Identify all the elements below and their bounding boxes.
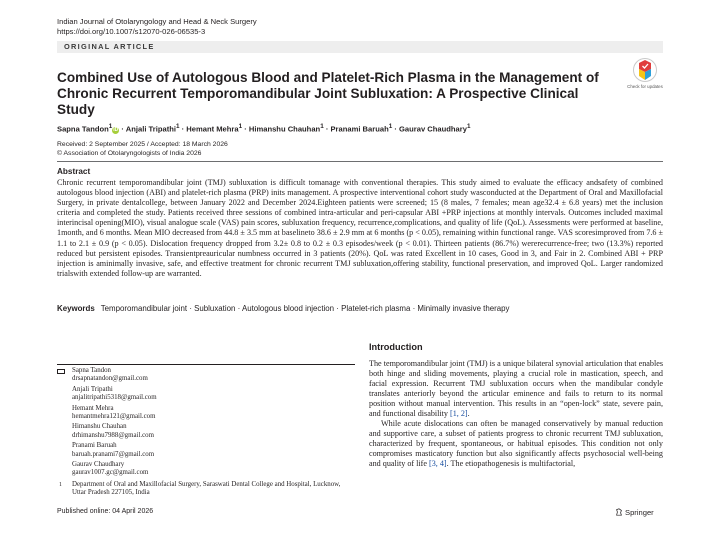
contact-name: Pranami Baruah (72, 442, 117, 450)
citation-link[interactable]: [3, 4] (429, 459, 447, 469)
contact-entry (72, 442, 355, 459)
author-affiliation-mark: 1 (108, 123, 113, 130)
journal-header (57, 17, 257, 37)
affiliation-text: Department of Oral and Maxillofacial Surgery, Saraswati Dental College and Hospital, Lucknow, Uttar Pradesh 227105, India (72, 480, 341, 497)
springer-horse-icon (615, 508, 623, 516)
author-affiliation-mark: 1 (466, 123, 471, 130)
envelope-icon (57, 369, 65, 374)
contact-name: Sapna Tandon (72, 367, 112, 374)
contact-email-link[interactable]: baruah.pranami7@gmail.com (72, 450, 155, 458)
contact-name: Himanshu Chauhan (72, 423, 127, 431)
abstract-text: Chronic recurrent temporomandibular joint (TMJ) subluxation is difficult tomanage with conventional therapies. This study aimed to evaluate the efficacy andsafety of combined autologous blood injection (ABI) and platelet-rich plasma (PRP) inits management. A prospective interventional cohort study wasconducted at the Department of Oral and Maxillofacial Surgery, in private dentalcollege, between January 2022 and December 2024.Eighteen patients were screened; 15 (8 males, 7 females; mean age32.4 ± 6.8 years) met the inclusion criteria and completed the study. Patients received three sessions of combined intra-articular and peri-capsular ABI +PRP injections at monthly intervals. Outcomes included maximal interincisal opening(MIO), visual analogue scale (VAS) pain scores, subluxation frequency, recurrence,complications, and quality of life (QoL). Assessments were performed at baseline, 1month, and 6 months. Mean MIO decreased from 44.8 ± 3.5 mm at baselineto 38.6 ± 2.9 mm at 6 months (p < 0.05), remaining within functional range. VAS scoresimproved from 7.6 ± 1.1 to 2.1 ± 0.9 (p < 0.05). Dislocation frequency dropped from 3.2± 0.8 to 0.2 ± 0.3 episodes/week (p < 0.01). Thirteen patients (86.7%) wererecurrence-free; two (13.3%) reported reduced but persistent episodes. Transientpreauricular numbness occurred in 3 patients (20%). QoL was rated Excellent in 10 cases, Good in 3, and Fair in 2. Combined ABI + PRP injection is aminimally invasive, safe, and effective treatment for chronic recurrent TMJ subluxation,offering stability, functional preservation, and improved QoL. Larger randomized trialswith extended follow-up are warranted. (57, 178, 663, 278)
author-list: Sapna Tandon$^1$iD · Anjali Tripathi$^1$ · Hemant Mehra$^1$ · Himanshu Chauhan$^1$ · Pranami Baruah$^1$ · Gaurav Chaudhary$^1$ (57, 123, 471, 134)
paragraph-text: While acute dislocations can often be managed conservatively by manual reduction and supportive care, a subset of patients progress to chronic recurrent TMJ subluxation, characterized by frequent, spontaneous, or habitual episodes. This condition not only compromises masticatory function but also significantly affects psychosocial well-being and quality of life (369, 419, 663, 469)
paragraph-text: . The etiopathogenesis is multifactorial, (446, 459, 576, 469)
introduction-paragraph (369, 419, 663, 469)
journal-name: Indian Journal of Otolaryngology and Head & Neck Surgery (57, 17, 257, 26)
crossmark-icon[interactable] (632, 57, 658, 83)
paragraph-text: The temporomandibular joint (TMJ) is a unique bilateral synovial articulation that enables both hinge and sliding movements, playing a crucial role in mastication, speech, and facial expression. Recurrent TMJ subluxation occurs when the mandibular condyle translates anteriorly beyond the articular eminence and fails to return to its normal position without manual intervention. This results in an “open-lock” state, severe pain, and functional disability (369, 359, 663, 419)
contact-entry (72, 461, 355, 478)
author-name: Himanshu Chauhan (248, 124, 321, 134)
contact-entry (72, 423, 355, 440)
author-name: Pranami Baruah (330, 124, 389, 134)
author-affiliation-mark: 1 (320, 123, 324, 130)
author-contacts (57, 367, 355, 498)
abstract-heading: Abstract (57, 167, 91, 176)
author-name: Anjali Tripathi (125, 124, 176, 134)
author-name: Gaurav Chaudhary (399, 124, 467, 134)
author-affiliation-mark: 1 (238, 123, 243, 130)
orcid-icon[interactable]: iD (113, 126, 119, 133)
contact-entry (72, 405, 355, 422)
contact-email-link[interactable]: anjalitripathi5318@gmail.com (72, 394, 157, 402)
article-type-label: ORIGINAL ARTICLE (64, 42, 155, 51)
keywords-heading: Keywords (57, 304, 95, 313)
affiliation-mark: 1 (59, 481, 62, 488)
contact-email-link[interactable]: drhimanshu7988@gmail.com (72, 431, 154, 439)
author-name: Hemant Mehra (186, 124, 239, 134)
keywords-list: Temporomandibular joint · Subluxation · Autologous blood injection · Platelet-rich plasma · Minimally invasive therapy (100, 304, 510, 313)
introduction-paragraph: The temporomandibular joint (TMJ) is a unique bilateral synovial articulation that enables both hinge and sliding movements, playing a crucial role in mastication, speech, and facial expression. Recurrent TMJ subluxation occurs when the mandibular condyle translates anteriorly beyond the articular eminence and fails to return to its normal position without manual intervention. This results in an “open-lock” state, severe pain, and functional disability [1, 2]. (369, 359, 663, 419)
contacts-divider (57, 364, 355, 365)
affiliation (59, 480, 355, 498)
author-affiliation-mark: 1 (388, 123, 393, 130)
author-affiliation-mark: 1 (175, 123, 180, 130)
received-accepted-dates: Received: 2 September 2025 / Accepted: 18 March 2026 (57, 141, 228, 148)
contact-entry (57, 367, 355, 384)
publisher-name: Springer (625, 508, 654, 517)
article-title: Combined Use of Autologous Blood and Platelet-Rich Plasma in the Management of Chronic Recurrent Temporomandibular Joint Subluxation: A Prospective Clinical Study (57, 70, 599, 117)
contact-name: Anjali Tripathi (72, 385, 113, 393)
publisher-logo (615, 508, 654, 517)
introduction-text (369, 359, 663, 470)
contact-email-link[interactable]: drsapnatandon@gmail.com (72, 375, 148, 383)
introduction-heading: Introduction (369, 342, 423, 352)
header-divider (57, 161, 663, 162)
contact-name: Gaurav Chaudhary (72, 461, 125, 469)
contact-entry (72, 386, 355, 403)
journal-doi-link[interactable]: https://doi.org/10.1007/s12070-026-06535-3 (57, 27, 206, 36)
contact-name: Hemant Mehra (72, 404, 114, 412)
contact-email-link[interactable]: hemantmehra121@gmail.com (72, 413, 156, 421)
contact-email-link[interactable]: gaurav1007.gc@gmail.com (72, 469, 149, 477)
author-name: Sapna Tandon (57, 124, 109, 134)
keywords-block (57, 304, 663, 314)
publication-dates (57, 140, 228, 158)
citation-link[interactable]: [1, 2] (450, 409, 468, 419)
copyright-notice: © Association of Otolaryngologists of India 2026 (57, 150, 202, 157)
crossmark-label: Check for updates (627, 84, 663, 89)
published-online-date: Published online: 04 April 2026 (57, 508, 154, 515)
